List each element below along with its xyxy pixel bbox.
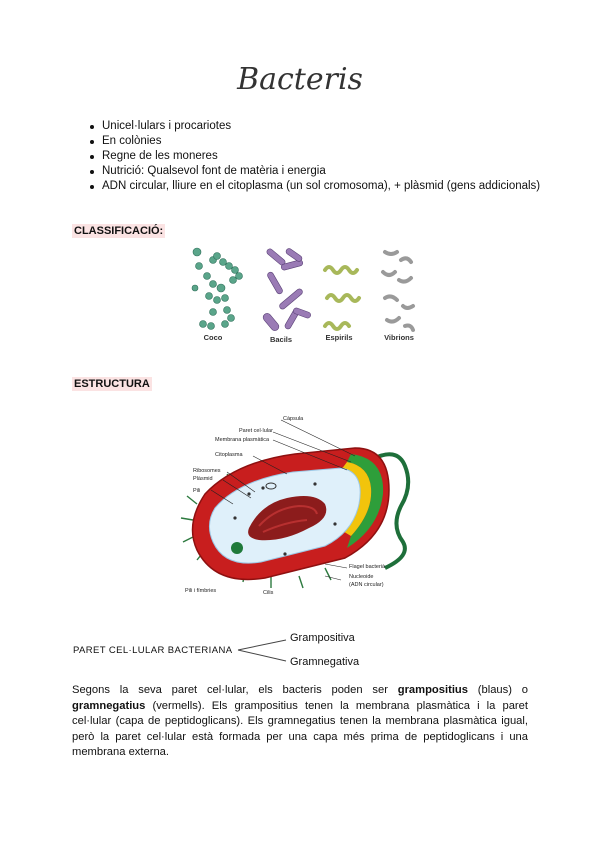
fimbries-label: Pili i fímbries [185,588,217,594]
plasmid-label: Plàsmid [193,476,213,482]
page-title: Bacteris [237,62,363,97]
paragraph-text: (blaus) o [467,684,528,696]
adn-label: (ADN circular) [349,582,384,588]
paragraph-text: (vermells). Els grampositius tenen la membrana plasmàtica i la paret cel·lular (capa de peptidoglicans). Els gramnegatius tenen la membrana plasmàtica igual, però la paret cel·lular està formada per una capa més prima de peptidoglicans i una membrana externa. [72,699,528,758]
coco-label: Coco [203,333,223,342]
membrana-label: Membrana plasmàtica [215,437,270,443]
list-item: En colònies [88,134,540,149]
capsula-label: Càpsula [283,416,304,422]
bacils-label: Bacils [269,335,293,344]
cilis-label: Cilis [263,590,274,596]
grampositive-option: Grampositiva [290,632,355,644]
grampositius-term: grampositius [397,684,468,696]
gramnegative-option: Gramnegativa [290,656,360,668]
vibrions-label: Vibrions [384,333,414,342]
citoplasma-label: Citoplasma [215,452,243,458]
cell-structure-figure [175,408,425,600]
cell-wall-label: PARET CEL·LULAR BACTERIANA [73,645,233,656]
nucleoide-label: Nucleoide [349,574,374,580]
bacteria-shapes-figure [185,240,425,348]
paragraph-text: Segons la seva paret cel·lular, els bacteris poden ser [72,684,398,696]
ribosomes-label: Ribosomes [193,468,221,474]
bacilli-illustration [262,247,312,332]
classification-heading: CLASSIFICACIÓ: [74,225,164,237]
list-item: Nutrició: Qualsevol font de matèria i energia [88,164,540,179]
gramnegatius-term: gramnegatius [72,699,146,712]
structure-heading: ESTRUCTURA [74,378,150,390]
pili-label: Pili [193,488,201,494]
list-item: ADN circular, lliure en el citoplasma (un sol cromosoma), + plàsmid (gens addicionals) [88,179,540,194]
espirils-label: Espirils [325,333,353,342]
spirilla-illustration [325,267,359,329]
list-item: Unicel·lulars i procariotes [88,119,540,134]
flagel-label: Flagel bacterià [349,564,386,570]
feature-list [88,119,540,194]
vibrio-illustration [383,252,413,330]
gram-paragraph [72,683,528,761]
list-item: Regne de les moneres [88,149,540,164]
paret-label: Paret cel·lular [239,428,273,434]
branch-lines [236,637,288,663]
cocci-illustration [192,248,243,330]
